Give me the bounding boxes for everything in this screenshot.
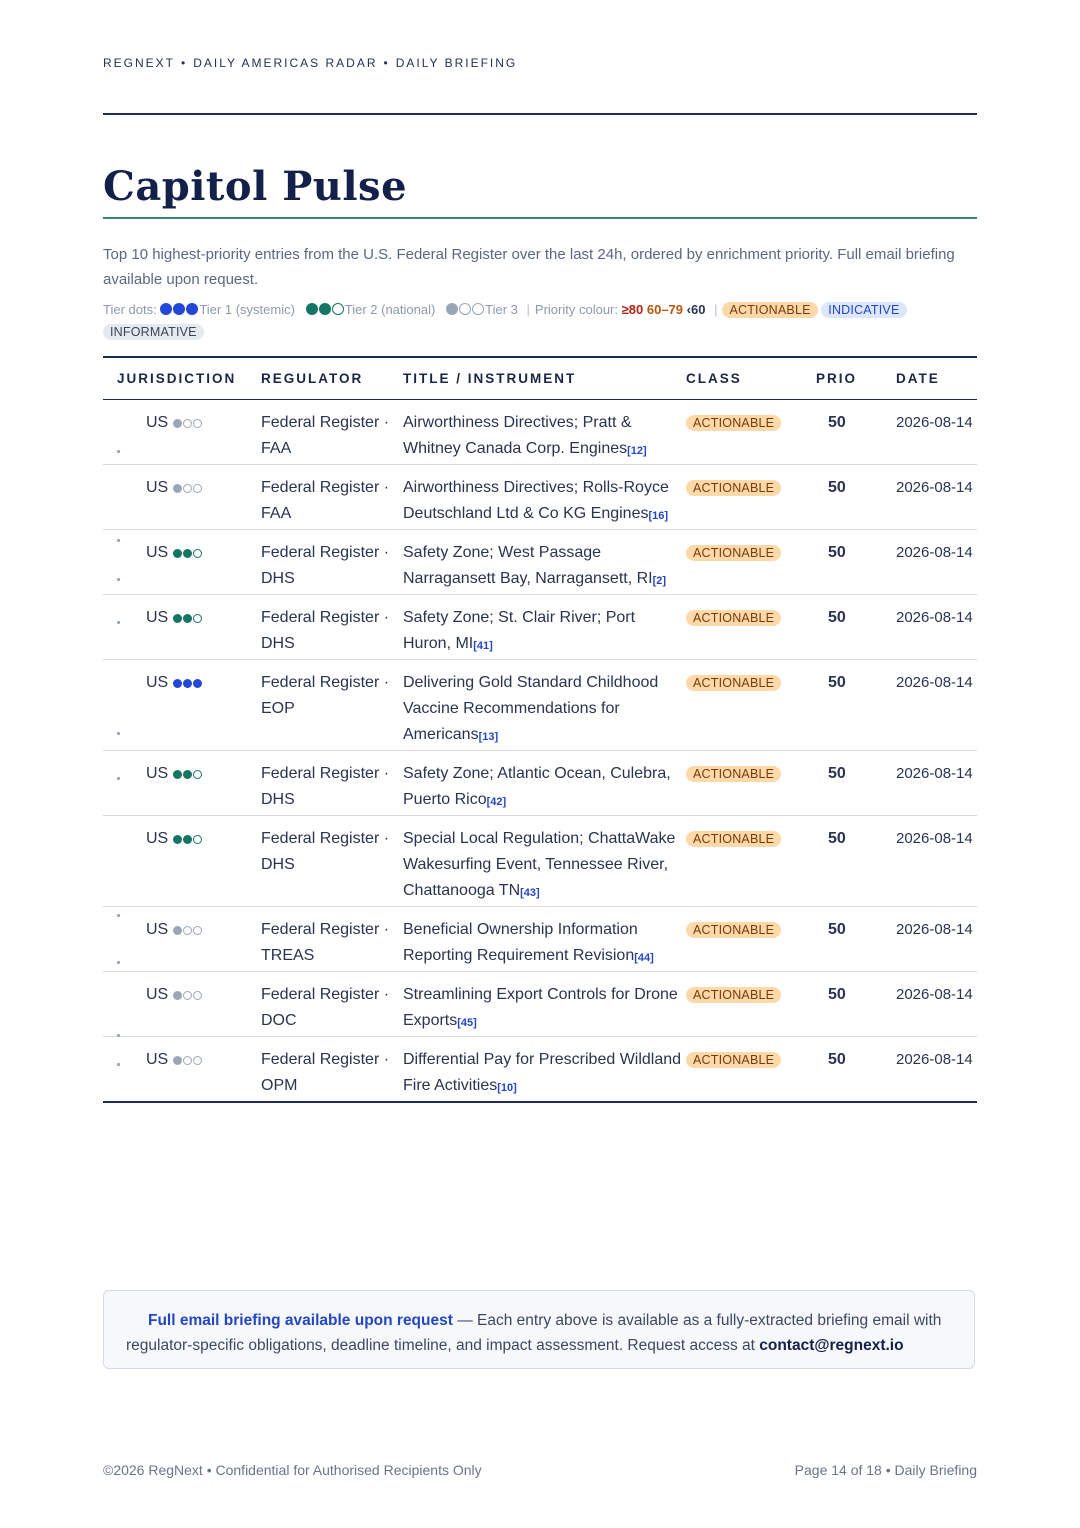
cell-regulator: Federal Register · DHS: [261, 816, 403, 907]
class-badge: ACTIONABLE: [686, 766, 781, 782]
instrument-title: Safety Zone; West Passage Narragansett Bay, Narragansett, RI: [403, 544, 653, 587]
row-marker-icon: [117, 450, 120, 453]
cell-regulator: Federal Register · DOC: [261, 972, 403, 1037]
cell-class: [686, 530, 816, 595]
callout-lead: Full email briefing available upon request: [148, 1312, 453, 1329]
cell-date: 2026-08-14: [896, 465, 977, 530]
cell-class: [686, 595, 816, 660]
cell-regulator: Federal Register · EOP: [261, 660, 403, 751]
jurisdiction-code: US: [146, 609, 169, 626]
row-marker-icon: [117, 777, 120, 780]
citation-link[interactable]: [41]: [473, 640, 493, 652]
tier2-dots-icon: [306, 302, 345, 317]
cell-jurisdiction: [103, 595, 261, 660]
row-marker-icon: [117, 1063, 120, 1066]
legend-badge-informative: INFORMATIVE: [103, 324, 204, 340]
cell-priority: 50: [816, 816, 896, 907]
legend-badge-indicative: INDICATIVE: [821, 302, 906, 318]
jurisdiction-code: US: [146, 479, 169, 496]
cell-date: 2026-08-14: [896, 1037, 977, 1103]
header-divider: [103, 113, 977, 115]
cell-jurisdiction: [103, 907, 261, 972]
footer-copyright: ©2026 RegNext • Confidential for Authorised Recipients Only: [103, 1462, 482, 1478]
legend-priority-low: ‹60: [686, 302, 706, 317]
table-header-row: [103, 357, 977, 400]
citation-link[interactable]: [45]: [457, 1017, 477, 1029]
cell-title: [403, 907, 686, 972]
cell-class: [686, 660, 816, 751]
cell-title: [403, 972, 686, 1037]
tier-dots-icon: [173, 986, 203, 1003]
column-header-class: CLASS: [686, 357, 816, 400]
cell-regulator: Federal Register · FAA: [261, 400, 403, 465]
footer-page-info: Page 14 of 18 • Daily Briefing: [794, 1462, 977, 1478]
table-row[interactable]: [103, 400, 977, 465]
instrument-title: Safety Zone; Atlantic Ocean, Culebra, Puerto Rico: [403, 765, 671, 808]
intro-text: Top 10 highest-priority entries from the U.S. Federal Register over the last 24h, ordered by enrichment priority. Full email briefing available upon request.: [103, 246, 955, 288]
header-kicker: REGNEXT • DAILY AMERICAS RADAR • DAILY BRIEFING: [103, 56, 518, 70]
legend-priority-high: ≥80: [621, 302, 644, 317]
cell-class: [686, 400, 816, 465]
cell-priority: 50: [816, 400, 896, 465]
cell-title: [403, 660, 686, 751]
tier-dots-icon: [173, 414, 203, 431]
citation-link[interactable]: [13]: [478, 731, 499, 743]
briefing-callout: [103, 1290, 975, 1369]
class-badge: ACTIONABLE: [686, 415, 781, 431]
page-title: Capitol Pulse: [103, 163, 408, 210]
tier-dots-icon: [173, 830, 203, 847]
cell-date: 2026-08-14: [896, 751, 977, 816]
cell-jurisdiction: [103, 465, 261, 530]
jurisdiction-code: US: [146, 414, 169, 431]
cell-jurisdiction: [103, 400, 261, 465]
cell-regulator: Federal Register · DHS: [261, 530, 403, 595]
cell-regulator: Federal Register · DHS: [261, 595, 403, 660]
cell-class: [686, 751, 816, 816]
cell-class: [686, 907, 816, 972]
contact-email-link[interactable]: contact@regnext.io: [759, 1337, 904, 1354]
cell-date: 2026-08-14: [896, 660, 977, 751]
tier-dots-icon: [173, 609, 203, 626]
table-row[interactable]: [103, 595, 977, 660]
tier1-dots-icon: [160, 302, 199, 317]
citation-link[interactable]: [42]: [486, 796, 507, 808]
instrument-title: Beneficial Ownership Information Reporting Requirement Revision: [403, 921, 638, 964]
citation-link[interactable]: [12]: [627, 445, 647, 457]
row-marker-icon: [117, 578, 120, 581]
instrument-title: Delivering Gold Standard Childhood Vaccine Recommendations for Americans: [403, 674, 659, 743]
class-badge: ACTIONABLE: [686, 675, 781, 691]
instrument-title: Streamlining Export Controls for Drone Exports: [403, 986, 678, 1029]
cell-date: 2026-08-14: [896, 972, 977, 1037]
cell-title: [403, 400, 686, 465]
table-row[interactable]: [103, 751, 977, 816]
column-header-regulator: REGULATOR: [261, 357, 403, 400]
class-badge: ACTIONABLE: [686, 480, 781, 496]
citation-link[interactable]: [43]: [520, 887, 540, 899]
jurisdiction-code: US: [146, 830, 169, 847]
tier-dots-icon: [173, 765, 203, 782]
class-badge: ACTIONABLE: [686, 922, 781, 938]
instrument-title: Airworthiness Directives; Rolls-Royce Deutschland Ltd & Co KG Engines: [403, 479, 669, 522]
jurisdiction-code: US: [146, 544, 169, 561]
jurisdiction-code: US: [146, 1051, 169, 1068]
row-marker-icon: [117, 732, 120, 735]
legend-tier3: Tier 3: [485, 302, 518, 317]
legend: Tier dots: Tier 1 (systemic) Tier 2 (national) Tier 3 | Priority colour: ≥80 60–79 ‹60 | ACTIONABLE INDICATIVE INFORMATIVE: [103, 299, 977, 343]
tier-dots-icon: [173, 1051, 203, 1068]
instrument-title: Special Local Regulation; ChattaWake Wakesurfing Event, Tennessee River, Chattanooga TN: [403, 830, 676, 899]
cell-title: [403, 465, 686, 530]
cell-priority: 50: [816, 530, 896, 595]
cell-regulator: Federal Register · DHS: [261, 751, 403, 816]
cell-title: [403, 751, 686, 816]
tier3-dots-icon: [446, 302, 485, 317]
cell-title: [403, 1037, 686, 1103]
column-header-jurisdiction: JURISDICTION: [103, 357, 261, 400]
citation-link[interactable]: [2]: [652, 575, 667, 587]
class-badge: ACTIONABLE: [686, 610, 781, 626]
column-header-title: TITLE / INSTRUMENT: [403, 357, 686, 400]
instrument-title: Airworthiness Directives; Pratt & Whitney Canada Corp. Engines: [403, 414, 632, 457]
cell-priority: 50: [816, 660, 896, 751]
cell-date: 2026-08-14: [896, 907, 977, 972]
cell-date: 2026-08-14: [896, 816, 977, 907]
cell-priority: 50: [816, 907, 896, 972]
cell-jurisdiction: [103, 660, 261, 751]
jurisdiction-code: US: [146, 921, 169, 938]
cell-jurisdiction: [103, 1037, 261, 1103]
cell-priority: 50: [816, 1037, 896, 1103]
cell-class: [686, 465, 816, 530]
tier-dots-icon: [173, 479, 203, 496]
table-row[interactable]: [103, 972, 977, 1037]
title-divider: [103, 217, 977, 219]
table-row[interactable]: [103, 816, 977, 907]
callout-body: — Each entry above is available as a fully-extracted briefing email with regulator-specific obligations, deadline timeline, and impact assessment. Request access at: [126, 1312, 942, 1354]
cell-priority: 50: [816, 595, 896, 660]
table-row[interactable]: [103, 530, 977, 595]
cell-date: 2026-08-14: [896, 530, 977, 595]
legend-tier2: Tier 2 (national): [344, 302, 436, 317]
cell-class: [686, 816, 816, 907]
citation-link[interactable]: [44]: [634, 952, 654, 964]
citation-link[interactable]: [10]: [497, 1082, 517, 1094]
column-header-date: DATE: [896, 357, 977, 400]
jurisdiction-code: US: [146, 674, 169, 691]
class-badge: ACTIONABLE: [686, 987, 781, 1003]
cell-priority: 50: [816, 751, 896, 816]
entries-table: [103, 356, 977, 1103]
cell-priority: 50: [816, 972, 896, 1037]
cell-title: [403, 530, 686, 595]
cell-regulator: Federal Register · FAA: [261, 465, 403, 530]
cell-class: [686, 1037, 816, 1103]
legend-badge-actionable: ACTIONABLE: [722, 302, 817, 318]
instrument-title: Safety Zone; St. Clair River; Port Huron, MI: [403, 609, 636, 652]
cell-title: [403, 816, 686, 907]
instrument-title: Differential Pay for Prescribed Wildland Fire Activities: [403, 1051, 682, 1094]
row-marker-icon: [117, 961, 120, 964]
row-marker-icon: [117, 621, 120, 624]
citation-link[interactable]: [16]: [648, 510, 669, 522]
tier-dots-icon: [173, 674, 203, 691]
cell-jurisdiction: [103, 751, 261, 816]
cell-date: 2026-08-14: [896, 400, 977, 465]
table-row[interactable]: [103, 907, 977, 972]
cell-date: 2026-08-14: [896, 595, 977, 660]
cell-jurisdiction: [103, 816, 261, 907]
cell-jurisdiction: [103, 530, 261, 595]
tier-dots-icon: [173, 544, 203, 561]
table-row[interactable]: [103, 1037, 977, 1103]
cell-regulator: Federal Register · TREAS: [261, 907, 403, 972]
table-row[interactable]: [103, 465, 977, 530]
cell-jurisdiction: [103, 972, 261, 1037]
legend-priority-mid: 60–79: [646, 302, 684, 317]
legend-prefix: Tier dots:: [103, 302, 157, 317]
jurisdiction-code: US: [146, 986, 169, 1003]
tier-dots-icon: [173, 921, 203, 938]
legend-priority-prefix: Priority colour:: [534, 302, 618, 317]
jurisdiction-code: US: [146, 765, 169, 782]
table-row[interactable]: [103, 660, 977, 751]
doc-type-label: DAILY BRIEFING: [395, 56, 518, 70]
column-header-prio: PRIO: [816, 357, 896, 400]
cell-title: [403, 595, 686, 660]
class-badge: ACTIONABLE: [686, 831, 781, 847]
class-badge: ACTIONABLE: [686, 1052, 781, 1068]
cell-regulator: Federal Register · OPM: [261, 1037, 403, 1103]
cell-priority: 50: [816, 465, 896, 530]
class-badge: ACTIONABLE: [686, 545, 781, 561]
brand-label: REGNEXT: [103, 56, 176, 70]
legend-tier1: Tier 1 (systemic): [199, 302, 295, 317]
edition-label: DAILY AMERICAS RADAR: [193, 56, 378, 70]
cell-class: [686, 972, 816, 1037]
